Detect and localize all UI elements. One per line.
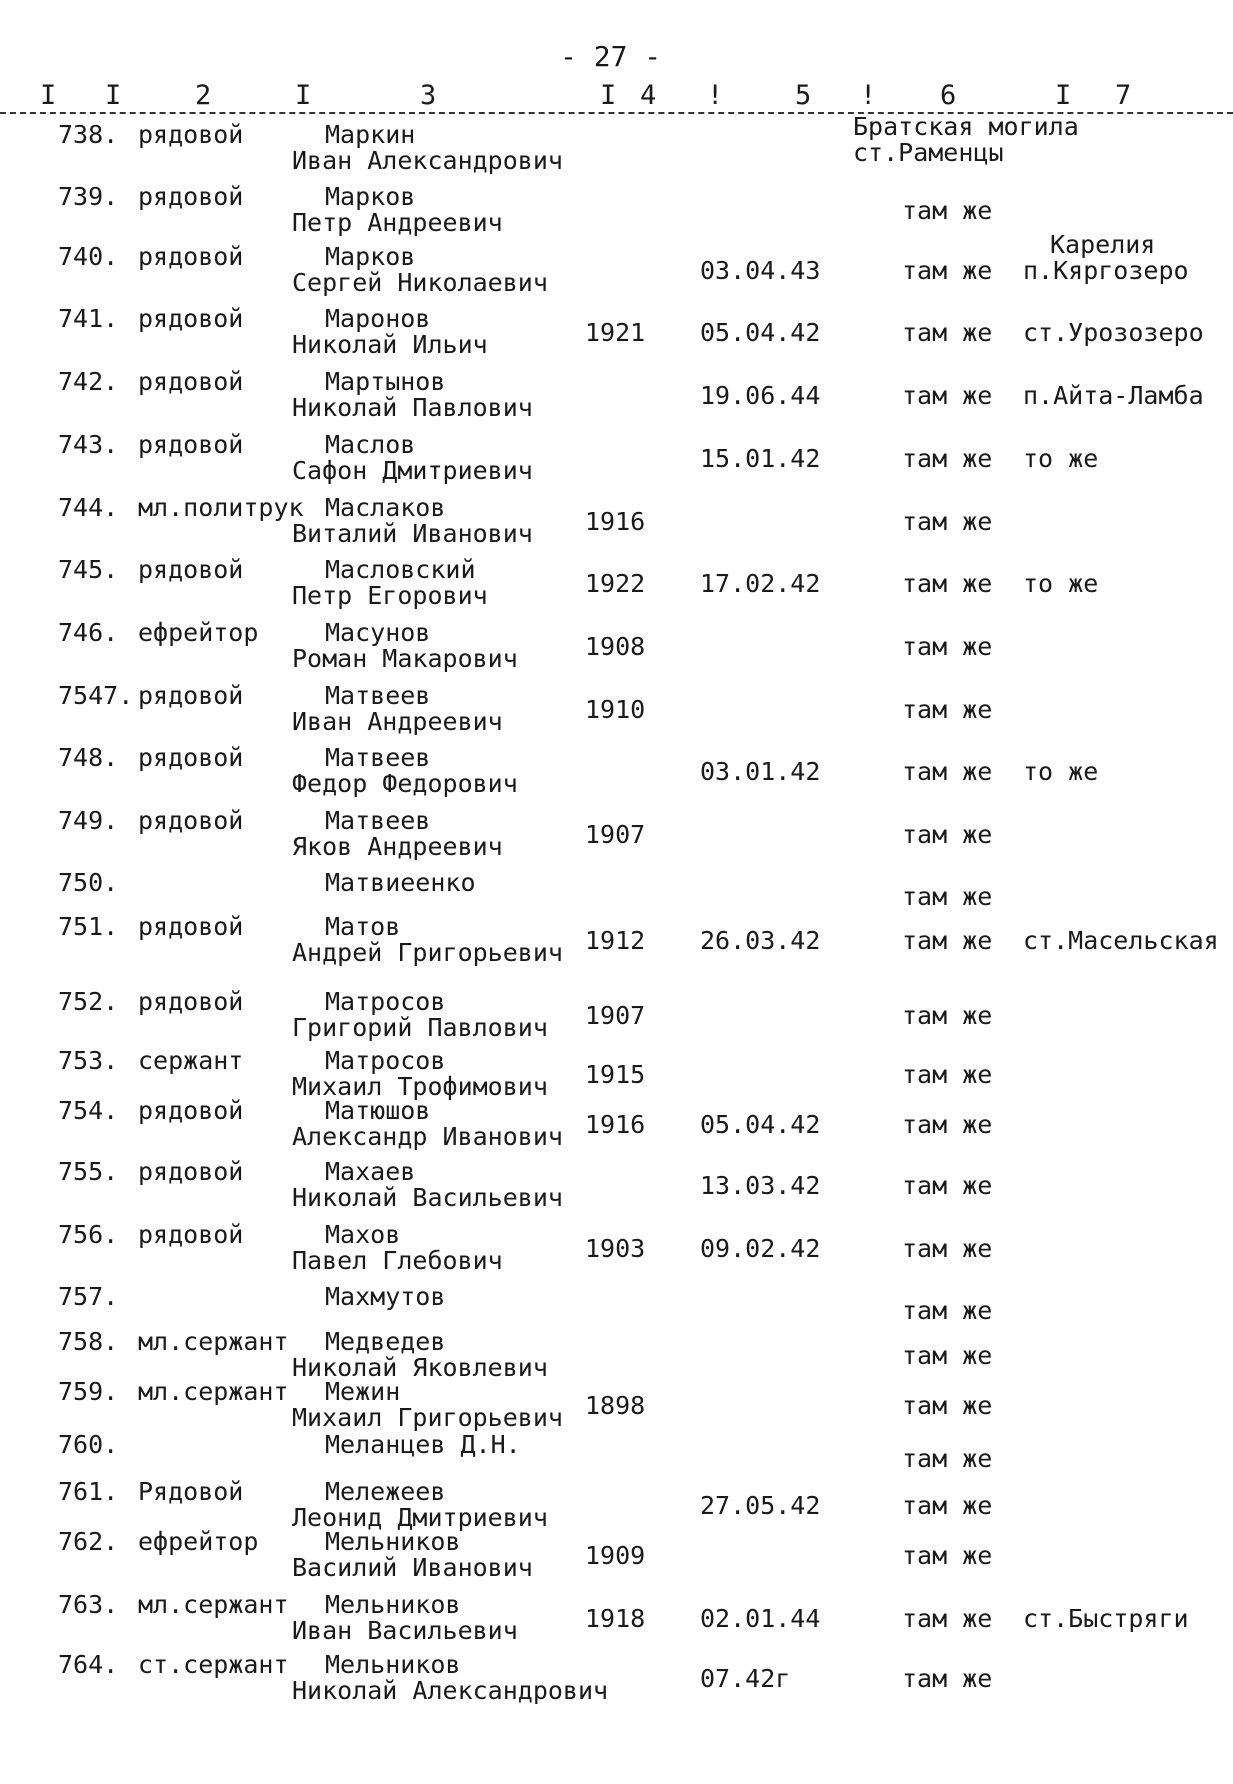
death-date: 26.03.42 [700, 926, 821, 955]
surname: Матвеев [325, 743, 431, 772]
surname: Махмутов [325, 1282, 446, 1311]
list-item [0, 679, 1233, 739]
entry-number: 762. [58, 1527, 119, 1556]
column-header: ! [860, 80, 877, 111]
rank: ефрейтор [138, 618, 259, 647]
given-name: Иван Васильевич [292, 1616, 518, 1645]
surname: Межин [325, 1377, 401, 1406]
entry-number: 751. [58, 912, 119, 941]
column-header: ! [707, 80, 724, 111]
place: то же [1023, 757, 1099, 786]
burial-site: там же [902, 1110, 993, 1139]
list-item [0, 180, 1233, 240]
list-item [0, 491, 1233, 551]
surname: Маслов [325, 430, 416, 459]
burial-header-line: Братская могила [853, 112, 1079, 141]
given-name: Михаил Григорьевич [292, 1403, 563, 1432]
list-item [0, 804, 1233, 864]
list-item [0, 1375, 1233, 1435]
surname: Мельников [325, 1527, 461, 1556]
list-item [0, 428, 1233, 488]
entry-number: 748. [58, 743, 119, 772]
list-item [0, 1588, 1233, 1648]
birth-year: 1922 [585, 569, 646, 598]
given-name: Федор Федорович [292, 769, 518, 798]
list-item [0, 118, 1233, 178]
column-header: I [40, 80, 57, 111]
given-name: Яков Андреевич [292, 832, 503, 861]
rank: рядовой [138, 806, 244, 835]
burial-site: там же [902, 318, 993, 347]
place: п.Айта-Ламба [1023, 381, 1204, 410]
column-header: 2 [195, 80, 212, 111]
surname: Маркин [325, 120, 416, 149]
rank: рядовой [138, 304, 244, 333]
burial-site: там же [902, 1541, 993, 1570]
rank: мл.сержант [138, 1377, 289, 1406]
burial-site: там же [902, 1391, 993, 1420]
entry-number: 763. [58, 1590, 119, 1619]
surname: Масунов [325, 618, 431, 647]
birth-year: 1918 [585, 1604, 646, 1633]
surname: Медведев [325, 1327, 446, 1356]
surname: Махаев [325, 1157, 416, 1186]
entry-number: 755. [58, 1157, 119, 1186]
burial-header-line: ст.Раменцы [853, 138, 1004, 167]
burial-site: там же [902, 256, 993, 285]
place: ст.Масельская [1023, 926, 1219, 955]
rank: мл.сержант [138, 1327, 289, 1356]
list-item [0, 910, 1233, 970]
column-header: I [295, 80, 312, 111]
burial-site: там же [902, 757, 993, 786]
surname: Матов [325, 912, 401, 941]
entry-number: 738. [58, 120, 119, 149]
surname: Мартынов [325, 367, 446, 396]
rank: рядовой [138, 987, 244, 1016]
rank: рядовой [138, 1157, 244, 1186]
rank: мл.политрук [138, 493, 304, 522]
birth-year: 1908 [585, 632, 646, 661]
entry-number: 741. [58, 304, 119, 333]
list-item [0, 741, 1233, 801]
birth-year: 1907 [585, 820, 646, 849]
surname: Мельников [325, 1650, 461, 1679]
death-date: 03.01.42 [700, 757, 821, 786]
given-name: Николай Васильевич [292, 1183, 563, 1212]
birth-year: 1921 [585, 318, 646, 347]
death-date: 05.04.42 [700, 1110, 821, 1139]
given-name: Михаил Трофимович [292, 1072, 548, 1101]
entry-number: 739. [58, 182, 119, 211]
death-date: 03.04.43 [700, 256, 821, 285]
birth-year: 1903 [585, 1234, 646, 1263]
rank: рядовой [138, 555, 244, 584]
burial-site: там же [902, 695, 993, 724]
rank: мл.сержант [138, 1590, 289, 1619]
column-header: 3 [420, 80, 437, 111]
given-name: Павел Глебович [292, 1246, 503, 1275]
surname: Матросов [325, 1046, 446, 1075]
death-date: 02.01.44 [700, 1604, 821, 1633]
list-item [0, 616, 1233, 676]
rank: рядовой [138, 430, 244, 459]
birth-year: 1916 [585, 507, 646, 536]
birth-year: 1907 [585, 1001, 646, 1030]
burial-site: там же [902, 569, 993, 598]
surname: Матвиеенко [325, 868, 476, 897]
given-name: Иван Андреевич [292, 707, 503, 736]
death-date: 17.02.42 [700, 569, 821, 598]
given-name: Виталий Иванович [292, 519, 533, 548]
column-header-row [0, 72, 1233, 114]
birth-year: 1910 [585, 695, 646, 724]
given-name: Иван Александрович [292, 146, 563, 175]
entry-number: 7547. [58, 681, 134, 710]
place-region: Карелия [1050, 230, 1156, 259]
rank: рядовой [138, 120, 244, 149]
list-item [0, 985, 1233, 1045]
surname: Марков [325, 242, 416, 271]
surname: Маронов [325, 304, 431, 333]
birth-year: 1916 [585, 1110, 646, 1139]
entry-number: 761. [58, 1477, 119, 1506]
rank: рядовой [138, 242, 244, 271]
given-name: Сергей Николаевич [292, 268, 548, 297]
rank: рядовой [138, 1220, 244, 1249]
entry-number: 752. [58, 987, 119, 1016]
burial-site: там же [902, 1491, 993, 1520]
burial-site: там же [902, 1001, 993, 1030]
rank: Рядовой [138, 1477, 244, 1506]
burial-site: там же [902, 507, 993, 536]
burial-site: там же [902, 926, 993, 955]
entry-number: 750. [58, 868, 119, 897]
burial-site: там же [902, 444, 993, 473]
given-name: Николай Ильич [292, 330, 488, 359]
entry-number: 744. [58, 493, 119, 522]
list-item [0, 553, 1233, 613]
list-item [0, 365, 1233, 425]
burial-site: там же [902, 1060, 993, 1089]
column-header: 4 [640, 80, 657, 111]
given-name: Андрей Григорьевич [292, 938, 563, 967]
place: ст.Урозозеро [1023, 318, 1204, 347]
burial-site: там же [902, 820, 993, 849]
burial-site: там же [902, 1664, 993, 1693]
surname: Матюшов [325, 1096, 431, 1125]
death-date: 05.04.42 [700, 318, 821, 347]
birth-year: 1898 [585, 1391, 646, 1420]
surname: Мележеев [325, 1477, 446, 1506]
entry-number: 749. [58, 806, 119, 835]
entry-number: 753. [58, 1046, 119, 1075]
entry-number: 743. [58, 430, 119, 459]
death-date: 09.02.42 [700, 1234, 821, 1263]
entry-number: 745. [58, 555, 119, 584]
death-date: 27.05.42 [700, 1491, 821, 1520]
entry-number: 746. [58, 618, 119, 647]
list-item [0, 1525, 1233, 1585]
surname: Мельников [325, 1590, 461, 1619]
rank: рядовой [138, 743, 244, 772]
burial-site: там же [902, 1171, 993, 1200]
entry-number: 760. [58, 1430, 119, 1459]
death-date: 07.42г [700, 1664, 791, 1693]
birth-year: 1909 [585, 1541, 646, 1570]
burial-site: там же [902, 1444, 993, 1473]
entry-number: 758. [58, 1327, 119, 1356]
given-name: Григорий Павлович [292, 1013, 548, 1042]
rank: ефрейтор [138, 1527, 259, 1556]
list-item [0, 1218, 1233, 1278]
given-name: Николай Яковлевич [292, 1353, 548, 1382]
column-header: I [1055, 80, 1072, 111]
rank: рядовой [138, 681, 244, 710]
entry-number: 764. [58, 1650, 119, 1679]
column-header: 6 [940, 80, 957, 111]
list-item [0, 230, 1233, 300]
list-item [0, 1648, 1233, 1708]
given-name: Роман Макарович [292, 644, 518, 673]
death-date: 19.06.44 [700, 381, 821, 410]
given-name: Леонид Дмитриевич [292, 1503, 548, 1532]
entry-number: 754. [58, 1096, 119, 1125]
burial-site: там же [902, 381, 993, 410]
surname: Махов [325, 1220, 401, 1249]
given-name: Николай Павлович [292, 393, 533, 422]
surname: Меланцев Д.Н. [325, 1430, 521, 1459]
column-header: I [105, 80, 122, 111]
list-item [0, 1155, 1233, 1215]
death-date: 13.03.42 [700, 1171, 821, 1200]
entry-number: 757. [58, 1282, 119, 1311]
rank: сержант [138, 1046, 244, 1075]
rank: рядовой [138, 182, 244, 211]
column-header: 5 [795, 80, 812, 111]
rank: ст.сержант [138, 1650, 289, 1679]
place: то же [1023, 569, 1099, 598]
given-name: Александр Иванович [292, 1122, 563, 1151]
rank: рядовой [138, 1096, 244, 1125]
given-name: Петр Андреевич [292, 208, 503, 237]
entry-number: 756. [58, 1220, 119, 1249]
given-name: Николай Александрович [292, 1676, 609, 1705]
surname: Матросов [325, 987, 446, 1016]
birth-year: 1912 [585, 926, 646, 955]
rank: рядовой [138, 367, 244, 396]
place: то же [1023, 444, 1099, 473]
burial-site: там же [902, 1341, 993, 1370]
burial-site: там же [902, 1604, 993, 1633]
given-name: Петр Егорович [292, 581, 488, 610]
birth-year: 1915 [585, 1060, 646, 1089]
column-header: 7 [1115, 80, 1132, 111]
rank: рядовой [138, 912, 244, 941]
list-item [0, 1094, 1233, 1154]
entry-number: 742. [58, 367, 119, 396]
entry-number: 759. [58, 1377, 119, 1406]
entry-number: 740. [58, 242, 119, 271]
place: п.Кяргозеро [1023, 256, 1189, 285]
death-date: 15.01.42 [700, 444, 821, 473]
list-item [0, 302, 1233, 362]
given-name: Сафон Дмитриевич [292, 456, 533, 485]
surname: Матвеев [325, 681, 431, 710]
surname: Маслаков [325, 493, 446, 522]
burial-site: там же [902, 632, 993, 661]
column-header: I [600, 80, 617, 111]
surname: Марков [325, 182, 416, 211]
surname: Матвеев [325, 806, 431, 835]
burial-site: там же [902, 196, 993, 225]
given-name: Василий Иванович [292, 1553, 533, 1582]
burial-site: там же [902, 882, 993, 911]
page-number: - 27 - [560, 40, 662, 73]
place: ст.Быстряги [1023, 1604, 1189, 1633]
surname: Масловский [325, 555, 476, 584]
burial-site: там же [902, 1234, 993, 1263]
burial-site: там же [902, 1296, 993, 1325]
